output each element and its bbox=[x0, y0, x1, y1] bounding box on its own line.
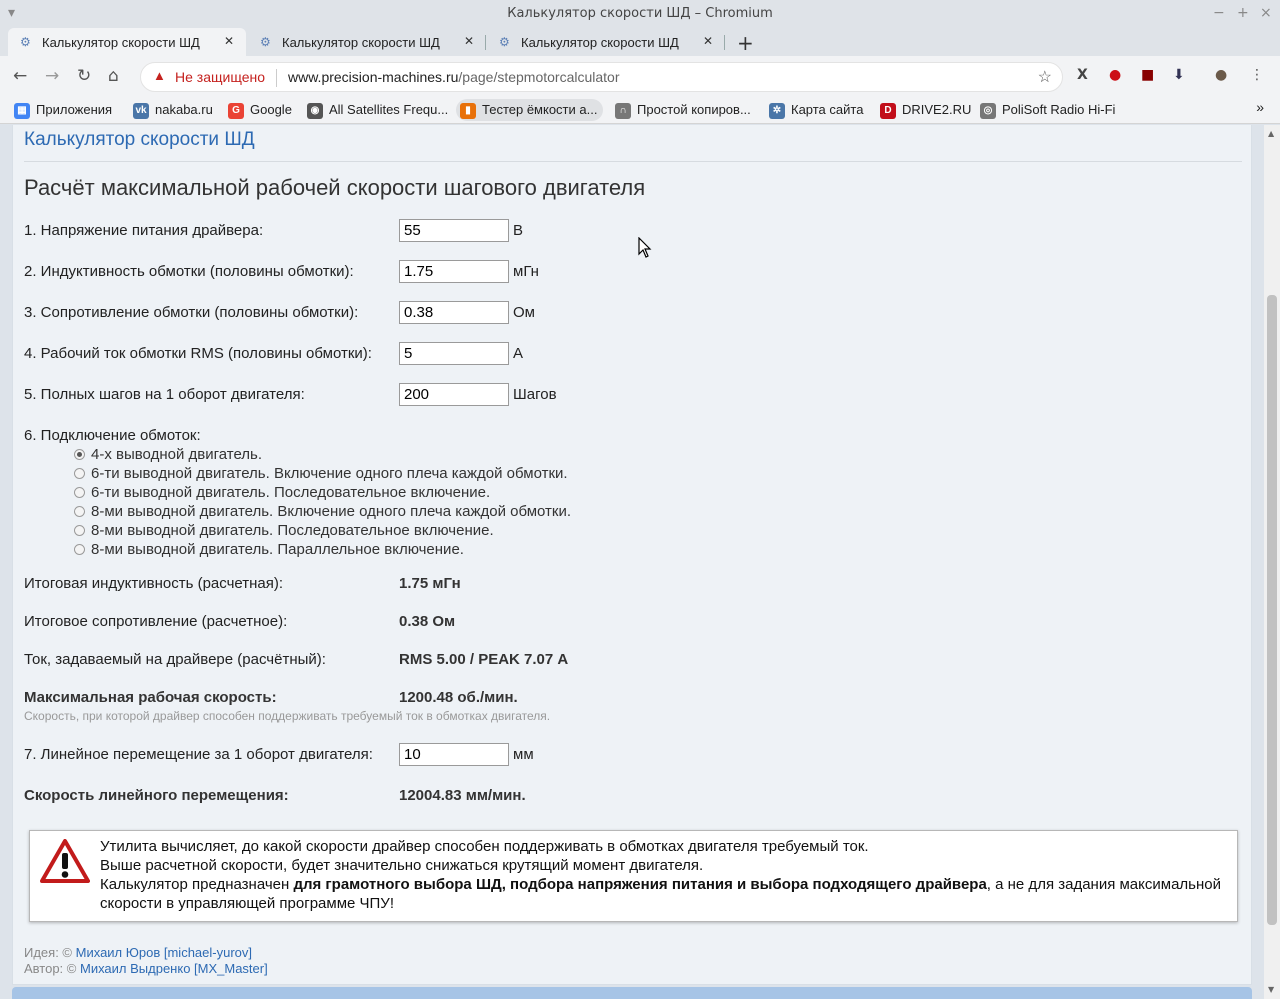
profile-avatar-icon[interactable]: ● bbox=[1215, 67, 1228, 83]
tab-2[interactable] bbox=[248, 28, 486, 56]
bookmark-label: DRIVE2.RU bbox=[902, 102, 972, 117]
chip-icon: ∩ bbox=[615, 103, 631, 119]
tab-close-icon[interactable]: ✕ bbox=[702, 34, 713, 48]
result-current-label: Ток, задаваемый на драйвере (расчётный): bbox=[24, 651, 326, 668]
bookmark-label: Простой копиров... bbox=[637, 102, 751, 117]
warning-sign-icon bbox=[40, 839, 90, 883]
bookmark-sitemap[interactable] bbox=[765, 99, 869, 121]
new-tab-plus-icon[interactable]: + bbox=[737, 31, 754, 55]
tab-label: Калькулятор скорости ШД bbox=[42, 35, 200, 50]
info-line-3-end: , а не для задания максимальной скорости в управляющей программе ЧПУ! bbox=[100, 876, 1221, 912]
page-scrollbar[interactable] bbox=[1264, 125, 1280, 999]
result-inductance-value: 1.75 мГн bbox=[399, 575, 461, 592]
radio-icon[interactable] bbox=[74, 525, 85, 536]
connection-option-1[interactable] bbox=[74, 446, 262, 463]
security-status[interactable]: Не защищено bbox=[175, 69, 265, 85]
omnibox-divider bbox=[276, 69, 277, 87]
tab-separator bbox=[724, 35, 725, 50]
voltage-input[interactable] bbox=[399, 219, 509, 242]
current-unit: А bbox=[513, 345, 524, 362]
page-favicon-icon: ⚙ bbox=[499, 35, 510, 49]
battery-icon: ▮ bbox=[460, 103, 476, 119]
url-path: /page/stepmotorcalculator bbox=[458, 69, 620, 85]
radio-icon[interactable] bbox=[74, 544, 85, 555]
option-label: 4-х выводной двигатель. bbox=[91, 446, 263, 463]
tab-label: Калькулятор скорости ШД bbox=[521, 35, 679, 50]
address-bar[interactable] bbox=[140, 62, 1063, 92]
bookmark-drive2[interactable] bbox=[876, 99, 977, 121]
result-resistance-value: 0.38 Ом bbox=[399, 613, 456, 630]
steps-input[interactable] bbox=[399, 383, 509, 406]
window-title: Калькулятор скорости ШД – Chromium bbox=[507, 6, 773, 21]
inductance-unit: мГн bbox=[513, 263, 539, 280]
radio-icon[interactable] bbox=[74, 468, 85, 479]
info-line-3-start: Калькулятор предназначен bbox=[100, 876, 294, 893]
linear-speed-value: 12004.83 мм/мин. bbox=[399, 787, 526, 804]
page-heading: Калькулятор скорости ШД bbox=[24, 129, 255, 150]
linear-unit: мм bbox=[513, 746, 534, 763]
result-speed-value: 1200.48 об./мин. bbox=[399, 689, 518, 706]
radio-icon: ◎ bbox=[980, 103, 996, 119]
result-speed-label: Максимальная рабочая скорость: bbox=[24, 689, 277, 706]
connection-option-5[interactable] bbox=[74, 522, 494, 539]
x-extension-icon[interactable]: X bbox=[1077, 67, 1088, 83]
voltage-unit: В bbox=[513, 222, 524, 239]
radio-icon[interactable] bbox=[74, 487, 85, 498]
minimize-icon[interactable]: − bbox=[1213, 5, 1225, 21]
info-line-3 bbox=[100, 875, 1230, 913]
bookmark-label: Карта сайта bbox=[791, 102, 864, 117]
bookmark-nakaba[interactable] bbox=[129, 99, 219, 121]
option-label: 8-ми выводной двигатель. Включение одного плеча каждой обмотки. bbox=[91, 503, 572, 520]
tab-strip bbox=[0, 28, 1280, 56]
bookmark-copier[interactable] bbox=[611, 99, 757, 121]
connection-option-2[interactable] bbox=[74, 465, 568, 482]
info-text bbox=[100, 837, 1230, 913]
option-label: 6-ти выводной двигатель. Включение одного плеча каждой обмотки. bbox=[91, 465, 568, 482]
option-label: 6-ти выводной двигатель. Последовательное включение. bbox=[91, 484, 491, 501]
linear-label: 7. Линейное перемещение за 1 оборот двигателя: bbox=[24, 746, 373, 763]
window-menu-icon[interactable]: ▾ bbox=[8, 5, 16, 21]
page-bottom-bar bbox=[12, 987, 1252, 999]
sitemap-icon: ✲ bbox=[769, 103, 785, 119]
footer-idea bbox=[24, 945, 252, 960]
close-window-icon[interactable]: × bbox=[1260, 5, 1272, 21]
option-label: 8-ми выводной двигатель. Параллельное включение. bbox=[91, 541, 464, 558]
tab-label: Калькулятор скорости ШД bbox=[282, 35, 440, 50]
bookmark-star-icon[interactable]: ☆ bbox=[1037, 69, 1052, 86]
bookmark-label: nakaba.ru bbox=[155, 102, 213, 117]
bookmark-label: Приложения bbox=[36, 102, 113, 117]
download-extension-icon[interactable]: ⬇ bbox=[1173, 67, 1185, 83]
bookmark-google[interactable] bbox=[224, 99, 298, 121]
inductance-input[interactable] bbox=[399, 260, 509, 283]
idea-author-link[interactable]: Михаил Юров [michael-yurov] bbox=[75, 945, 253, 960]
tab-close-icon[interactable]: ✕ bbox=[463, 34, 474, 48]
linear-input[interactable] bbox=[399, 743, 509, 766]
mouse-cursor-icon bbox=[638, 237, 652, 259]
calculator-title: Расчёт максимальной рабочей скорости шагового двигателя bbox=[24, 175, 646, 200]
tab-3[interactable] bbox=[487, 28, 725, 56]
opera-extension-icon[interactable]: ● bbox=[1109, 67, 1122, 83]
scroll-down-icon[interactable]: ▼ bbox=[1268, 985, 1275, 994]
bookmark-label: Тестер ёмкости а... bbox=[482, 102, 598, 117]
bookmark-label: All Satellites Frequ... bbox=[329, 102, 449, 117]
steps-label: 5. Полных шагов на 1 оборот двигателя: bbox=[24, 386, 305, 403]
info-line-1: Утилита вычисляет, до какой скорости драйвер способен поддерживать в обмотках двигателя требуемый ток. bbox=[100, 838, 869, 855]
apps-icon: ▦ bbox=[14, 103, 30, 119]
warning-triangle-icon[interactable]: ▲ bbox=[153, 68, 166, 83]
tab-separator bbox=[485, 35, 486, 50]
reload-icon[interactable]: ↻ bbox=[77, 66, 92, 86]
url-host: www.precision-machines.ru bbox=[288, 69, 459, 85]
connection-label: 6. Подключение обмоток: bbox=[24, 427, 201, 444]
footer-author-prefix: Автор: © bbox=[24, 961, 80, 976]
footer-author bbox=[24, 961, 268, 976]
radio-icon[interactable] bbox=[74, 506, 85, 517]
tab-close-icon[interactable]: ✕ bbox=[223, 34, 234, 48]
bookmark-apps[interactable] bbox=[10, 99, 118, 121]
bookmarks-overflow-icon[interactable]: » bbox=[1256, 99, 1264, 115]
bookmark-satellites[interactable] bbox=[303, 99, 454, 121]
info-notice bbox=[29, 830, 1238, 922]
inductance-label: 2. Индуктивность обмотки (половины обмотки): bbox=[24, 263, 354, 280]
page-viewport bbox=[0, 125, 1264, 999]
menu-dots-icon[interactable]: ⋮ bbox=[1250, 67, 1264, 83]
scrollbar-thumb[interactable] bbox=[1267, 295, 1277, 925]
current-input[interactable] bbox=[399, 342, 509, 365]
connection-option-6[interactable] bbox=[74, 541, 464, 558]
bookmark-polisoft[interactable] bbox=[976, 99, 1121, 121]
voltage-label: 1. Напряжение питания драйвера: bbox=[24, 222, 264, 239]
back-arrow-icon[interactable]: ← bbox=[13, 66, 28, 86]
info-line-2: Выше расчетной скорости, будет значительно снижаться крутящий момент двигателя. bbox=[100, 857, 704, 874]
bookmarks-bar bbox=[0, 96, 1280, 124]
speed-note: Скорость, при которой драйвер способен поддерживать требуемый ток в обмотках двигателя. bbox=[24, 709, 551, 723]
scroll-up-icon[interactable]: ▲ bbox=[1268, 129, 1275, 138]
result-resistance-label: Итоговое сопротивление (расчетное): bbox=[24, 613, 288, 630]
bookmark-capacity-tester[interactable] bbox=[456, 99, 603, 121]
steps-unit: Шагов bbox=[513, 386, 557, 403]
heading-divider bbox=[24, 161, 1242, 162]
resistance-label: 3. Сопротивление обмотки (половины обмотки): bbox=[24, 304, 359, 321]
browser-toolbar bbox=[0, 56, 1280, 96]
calculator-panel bbox=[12, 125, 1252, 985]
result-current-value: RMS 5.00 / PEAK 7.07 А bbox=[399, 651, 569, 668]
drive2-icon: D bbox=[880, 103, 896, 119]
globe-icon: ◉ bbox=[307, 103, 323, 119]
result-inductance-label: Итоговая индуктивность (расчетная): bbox=[24, 575, 284, 592]
bookmark-label: Google bbox=[250, 102, 292, 117]
option-label: 8-ми выводной двигатель. Последовательное включение. bbox=[91, 522, 494, 539]
home-icon[interactable]: ⌂ bbox=[108, 66, 119, 86]
connection-option-3[interactable] bbox=[74, 484, 490, 501]
window-titlebar bbox=[0, 0, 1280, 28]
tab-1[interactable] bbox=[8, 28, 246, 56]
current-label: 4. Рабочий ток обмотки RMS (половины обмотки): bbox=[24, 345, 372, 362]
page-favicon-icon: ⚙ bbox=[20, 35, 31, 49]
resistance-unit: Ом bbox=[513, 304, 535, 321]
maximize-icon[interactable]: + bbox=[1237, 5, 1249, 21]
resistance-input[interactable] bbox=[399, 301, 509, 324]
linear-speed-label: Скорость линейного перемещения: bbox=[24, 787, 289, 804]
footer-idea-prefix: Идея: © bbox=[24, 945, 76, 960]
bookmark-label: PoliSoft Radio Hi-Fi bbox=[1002, 102, 1116, 117]
radio-selected-icon[interactable] bbox=[74, 449, 85, 460]
url-text[interactable] bbox=[288, 69, 620, 85]
info-line-3-bold: для грамотного выбора ШД, подбора напряжения питания и выбора подходящего драйвера bbox=[293, 876, 987, 893]
ublock-extension-icon[interactable]: ■ bbox=[1141, 67, 1155, 83]
author-link[interactable]: Михаил Выдренко [MX_Master] bbox=[79, 961, 268, 976]
forward-arrow-icon[interactable]: → bbox=[45, 66, 60, 86]
connection-option-4[interactable] bbox=[74, 503, 571, 520]
vk-icon: vk bbox=[133, 103, 149, 119]
page-favicon-icon: ⚙ bbox=[260, 35, 271, 49]
google-icon: G bbox=[228, 103, 244, 119]
